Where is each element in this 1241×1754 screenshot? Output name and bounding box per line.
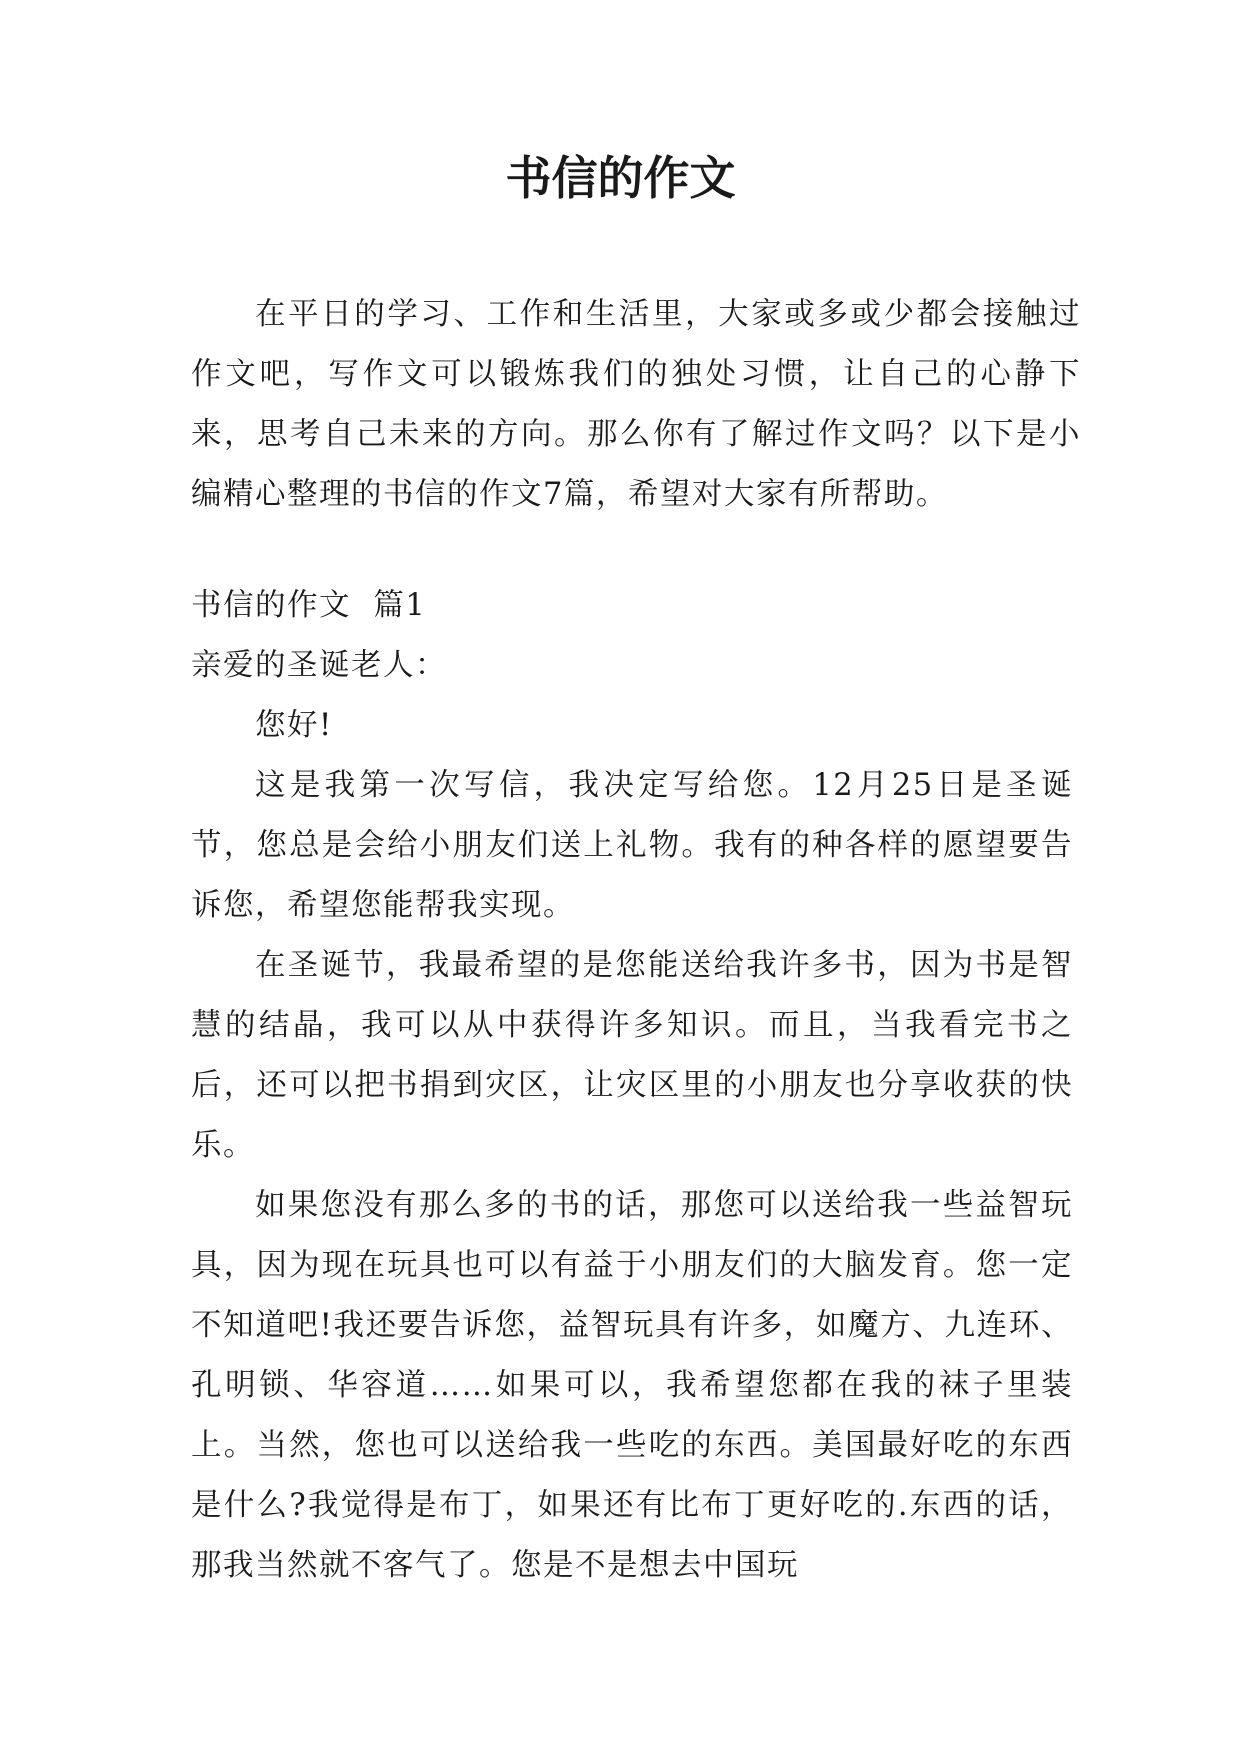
body-paragraph: 您好! <box>255 708 333 743</box>
body-paragraph: 这是我第一次写信，我决定写给您。12月25日是圣诞节，您总是会给小朋友们送上礼物。我有的种各样的愿望要告诉您，希望您能帮我实现。 <box>191 768 1073 923</box>
section-1 <box>191 576 1073 1596</box>
document-title: 书信的作文 <box>505 151 736 205</box>
intro-paragraph: 在平日的学习、工作和生活里，大家或多或少都会接触过作文吧，写作文可以锻炼我们的独处习惯，让自己的心静下来，思考自己未来的方向。那么你有了解过作文吗？以下是小编精心整理的书信的作文7篇，希望对大家有所帮助。 <box>191 297 1081 512</box>
body-paragraph: 在圣诞节，我最希望的是您能送给我许多书，因为书是智慧的结晶，我可以从中获得许多知识。而且，当我看完书之后，还可以把书捐到灾区，让灾区里的小朋友也分享收获的快乐。 <box>191 948 1073 1163</box>
body-paragraph: 如果您没有那么多的书的话，那您可以送给我一些益智玩具，因为现在玩具也可以有益于小朋友们的大脑发育。您一定不知道吧!我还要告诉您，益智玩具有许多，如魔方、九连环、孔明锁、华容道……如果可以，我希望您都在我的袜子里装上。当然，您也可以送给我一些吃的东西。美国最好吃的东西是什么?我觉得是布丁，如果还有比布丁更好吃的.东西的话，那我当然就不客气了。您是不是想去中国玩 <box>191 1188 1073 1583</box>
section-heading: 书信的作文 篇1 <box>191 588 427 623</box>
salutation: 亲爱的圣诞老人： <box>191 648 447 683</box>
